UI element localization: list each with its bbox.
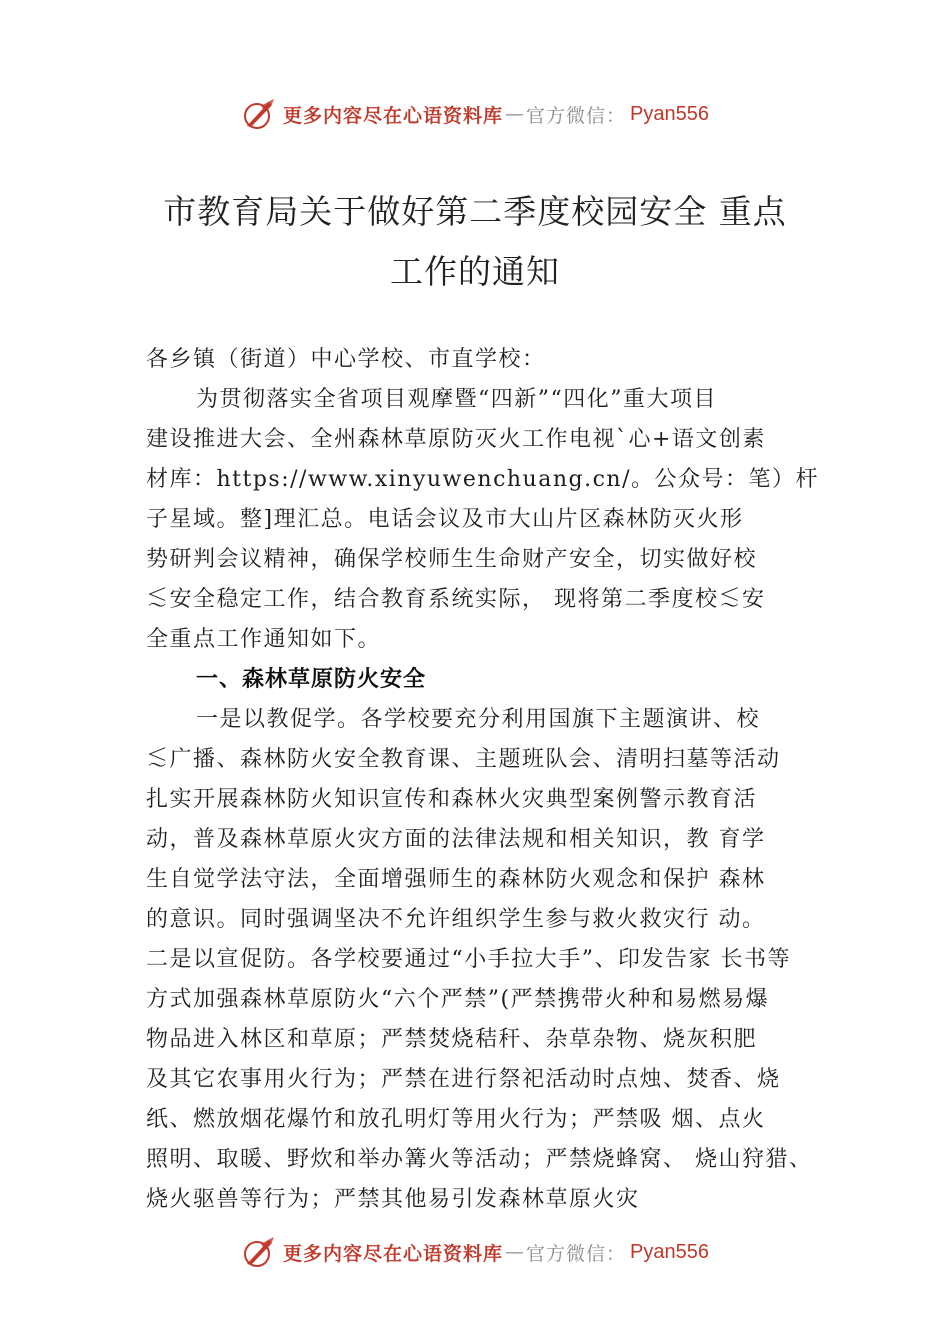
paragraph-line: 子星域。整]理汇总。电话会议及市大山片区森林防灭火形 xyxy=(146,507,744,532)
paragraph-line: 及其它农事用火行为；严禁在进行祭祀活动时点烛、焚香、烧 xyxy=(146,1067,781,1092)
watermark-text: 更多内容尽在心语资料库 xyxy=(283,1242,504,1265)
quill-pen-icon xyxy=(241,1234,277,1270)
watermark-label: 官方微信： xyxy=(526,104,627,127)
watermark-text: 更多内容尽在心语资料库 xyxy=(283,104,504,127)
paragraph-line: 势研判会议精神，确保学校师生生命财产安全，切实做好校 xyxy=(146,547,758,572)
paragraph-line: 物品进入林区和草原；严禁焚烧秸秆、杂草杂物、烧灰积肥 xyxy=(146,1027,758,1052)
paragraph-line: 材库：https://www.xinyuwenchuang.cn/。公众号：笔）杆 xyxy=(146,467,819,492)
document-title-line1: 市教育局关于做好第二季度校园安全 重点 xyxy=(163,192,787,231)
paragraph-line: 方式加强森林草原防火“六个严禁”(严禁携带火种和易燃易爆 xyxy=(146,987,770,1012)
document-body xyxy=(146,340,836,1220)
watermark-label: 官方微信： xyxy=(526,1242,627,1265)
paragraph-line: 纸、燃放烟花爆竹和放孔明灯等用火行为；严禁吸 烟、点火 xyxy=(146,1107,766,1132)
paragraph-line: 二是以宣促防。各学校要通过“小手拉大手”、印发告家 长书等 xyxy=(146,947,791,972)
paragraph-line: 建设推进大会、全州森林草原防灭火工作电视`心+语文创素 xyxy=(146,427,766,452)
paragraph-line: ≲广播、森林防火安全教育课、主题班队会、清明扫墓等活动 xyxy=(146,747,781,772)
paragraph-line: 一是以教促学。各学校要充分利用国旗下主题演讲、校 xyxy=(196,707,761,732)
paragraph-line: 全重点工作通知如下。 xyxy=(146,627,382,652)
section-heading: 一、森林草原防火安全 xyxy=(196,667,427,692)
quill-pen-icon xyxy=(241,96,277,132)
paragraph-line: 为贯彻落实全省项目观摩暨“四新”“四化”重大项目 xyxy=(196,387,717,412)
watermark-separator: — xyxy=(505,1241,525,1263)
paragraph-line: 照明、取暖、野炊和举办篝火等活动；严禁烧蜂窝、 烧山狩猎、 xyxy=(146,1147,813,1172)
watermark-account: Pyan556 xyxy=(630,102,709,125)
watermark-separator: — xyxy=(505,103,525,125)
paragraph-line: 的意识。同时强调坚决不允许组织学生参与救火救灾行 动。 xyxy=(146,907,766,932)
watermark-account: Pyan556 xyxy=(630,1240,709,1263)
paragraph-line: 扎实开展森林防火知识宣传和森林火灾典型案例警示教育活 xyxy=(146,787,758,812)
document-title-line2: 工作的通知 xyxy=(390,252,560,291)
watermark-banner-bottom xyxy=(0,1230,950,1274)
paragraph-line: ≲安全稳定工作，结合教育系统实际， 现将第二季度校≲安 xyxy=(146,587,766,612)
paragraph-line: 生自觉学法守法，全面增强师生的森林防火观念和保护 森林 xyxy=(146,867,766,892)
paragraph-line: 烧火驱兽等行为；严禁其他易引发森林草原火灾 xyxy=(146,1187,640,1212)
salutation: 各乡镇（街道）中心学校、市直学校： xyxy=(146,347,546,372)
paragraph-line: 动，普及森林草原火灾方面的法律法规和相关知识，教 育学 xyxy=(146,827,766,852)
watermark-banner-top xyxy=(0,92,950,136)
